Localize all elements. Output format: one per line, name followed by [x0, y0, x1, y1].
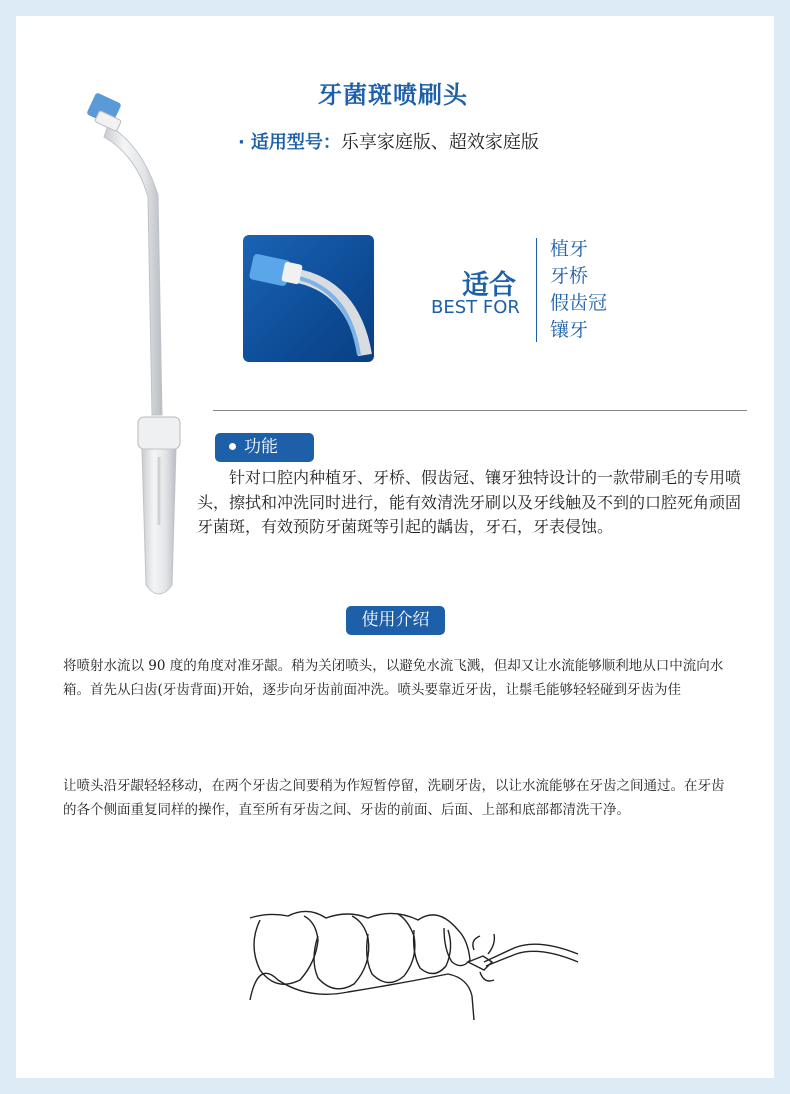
function-badge: [215, 433, 314, 462]
page-title: 牙菌斑喷刷头: [318, 81, 468, 109]
best-for-item: 牙桥: [550, 265, 589, 287]
nozzle-image: [80, 85, 190, 615]
best-for-item: 假齿冠: [550, 292, 608, 314]
model-line: [238, 128, 539, 154]
usage-paragraph-1: 将喷射水流以 90 度的角度对准牙龈。稍为关闭喷头，以避免水流飞溅，但却又让水流能够顺利地从口中流向水箱。首先从臼齿(牙齿背面)开始，逐步向牙齿前面冲洗。喷头要靠近牙齿，让鬃毛能够轻轻碰到牙齿为佳: [63, 658, 724, 698]
brush-head-photo: [243, 235, 374, 362]
usage-paragraph-2: 让喷头沿牙龈轻轻移动，在两个牙齿之间要稍为作短暂停留，洗刷牙齿，以让水流能够在牙齿之间通过。在牙齿的各个侧面重复同样的操作，直至所有牙齿之间、牙齿的前面、后面、上部和底部都清洗干净。: [63, 778, 725, 818]
best-for-cn: 适合: [462, 270, 516, 301]
function-text: 针对口腔内种植牙、牙桥、假齿冠、镶牙独特设计的一款带刷毛的专用喷头，擦拭和冲洗同时进行，能有效清洗牙刷以及牙线触及不到的口腔死角顽固牙菌斑，有效预防牙菌斑等引起的龋齿，牙石，牙表侵蚀。: [197, 468, 742, 536]
usage-badge: 使用介绍: [346, 606, 445, 635]
model-label: 适用型号：: [250, 132, 341, 153]
teeth-illustration: [248, 900, 588, 1030]
best-for-list: [550, 236, 607, 344]
model-value: 乐享家庭版、超效家庭版: [340, 132, 539, 153]
best-for-item: 植牙: [550, 238, 589, 260]
bullet-icon: ·: [238, 132, 245, 153]
bullet-icon: [229, 443, 236, 450]
best-for-en: BEST FOR: [431, 297, 520, 318]
divider-horizontal: [213, 410, 747, 411]
divider-vertical: [536, 238, 537, 342]
best-for-item: 镶牙: [550, 319, 589, 341]
function-label: 功能: [244, 437, 278, 457]
